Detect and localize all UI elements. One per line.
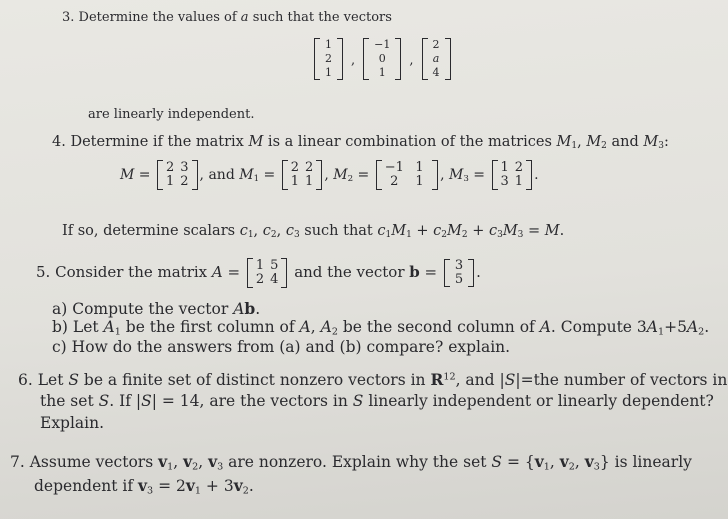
matrix-A-entry: 4 (270, 272, 279, 287)
vector-1-entry: 1 (325, 38, 332, 51)
matrix-M3-entry: 3 (500, 174, 509, 189)
matrix-M3-entry: 1 (500, 160, 509, 175)
problem-4-equation: M = 2 3 1 2 , and $M_1$ = 2 2 1 1 , $M_2$ = −1 1 2 1 , $M_3$ = 1 2 3 1 . (120, 160, 539, 189)
problem-6-line-2: the set S. If |S| = 14, are the vectors in S linearly independent or linearly dependent? (40, 392, 714, 410)
matrix-M2-entry: −1 (384, 160, 404, 175)
vector-1-entry: 2 (325, 52, 332, 65)
vector-b-entry: 3 (454, 258, 464, 273)
matrix-M2-entry: 1 (415, 174, 424, 189)
vector-1-entry: 1 (325, 66, 332, 79)
problem-3-number: 3. (62, 10, 75, 25)
problem-3-vectors: 1 2 1 , −1 0 1 , 2 a 4 (312, 38, 453, 80)
matrix-M1-entry: 1 (305, 174, 314, 189)
problem-3-line-1: 3. Determine the values of a such that the vectors (62, 10, 392, 25)
problem-6-line-1: 6. Let S be a finite set of distinct nonzero vectors in $R^{12}$, and |S|=the number of vectors in (18, 370, 728, 389)
problem-7-line-1: 7. Assume vectors $v_1$, $v_2$, $v_3$ are nonzero. Explain why the set $S = \{v_1$, $v_2$, $v_3$} is linearly (10, 452, 692, 473)
matrix-M3-entry: 1 (514, 174, 524, 189)
matrix-M1-entry: 1 (290, 174, 300, 189)
problem-4-line-3: If so, determine scalars $c_1$, $c_2$, $c_3$ such that $c_1M_1 + c_2M_2 + c_3M_3 = M$. (62, 223, 565, 241)
matrix-A-entry: 1 (255, 258, 265, 273)
matrix-M3 (492, 160, 533, 190)
matrix-M2-entry: 2 (390, 174, 399, 189)
matrix-M2 (376, 160, 438, 190)
problem-6-number: 6. (18, 371, 33, 389)
problem-5-part-c: c) How do the answers from (a) and (b) compare? explain. (52, 338, 511, 356)
vector-3 (422, 38, 451, 80)
problem-4-line-1: 4. Determine if the matrix M is a linear combination of the matrices $M_1$, $M_2$ and $M_3$: (52, 134, 669, 152)
problem-5-part-a: a) Compute the vector Ab. (52, 299, 261, 318)
matrix-M3-entry: 2 (514, 160, 524, 175)
matrix-M-entry: 2 (180, 174, 189, 189)
vector-b (444, 259, 474, 287)
matrix-M1-entry: 2 (305, 160, 314, 175)
matrix-M-entry: 1 (165, 174, 175, 189)
problem-3-line-2: are linearly independent. (88, 107, 255, 122)
vector-3-entry: 4 (432, 66, 440, 79)
matrix-A (247, 258, 288, 288)
problem-5-line-1: 5. Consider the matrix A = 1 5 2 4 and the vector b = 3 5 . (36, 258, 481, 287)
problem-5-part-b: b) Let $A_1$ be the first column of A, $A_2$ be the second column of A. Compute $3A_1+5A_2$. (52, 318, 710, 338)
vector-3-entry: 2 (432, 38, 440, 51)
matrix-A-entry: 2 (255, 272, 265, 287)
vector-b-entry: 5 (454, 272, 464, 287)
vector-2 (363, 38, 401, 80)
matrix-M-entry: 2 (165, 160, 175, 175)
problem-4-number: 4. (52, 134, 66, 150)
vector-1 (314, 38, 343, 80)
matrix-M-entry: 3 (180, 160, 189, 175)
vector-2-entry: −1 (374, 38, 391, 51)
problem-7-number: 7. (10, 453, 25, 471)
vector-2-entry: 0 (378, 52, 386, 65)
vector-3-entry: a (432, 52, 440, 65)
vector-2-entry: 1 (378, 66, 386, 79)
matrix-M1 (282, 160, 323, 190)
problem-7-line-2: dependent if $v_3 = 2v_1 + 3v_2$. (34, 476, 254, 497)
problem-6-line-3: Explain. (40, 414, 105, 432)
matrix-M1-entry: 2 (290, 160, 300, 175)
matrix-M2-entry: 1 (415, 160, 424, 175)
matrix-A-entry: 5 (270, 258, 279, 273)
problem-5-number: 5. (36, 263, 51, 281)
matrix-M (157, 160, 198, 190)
